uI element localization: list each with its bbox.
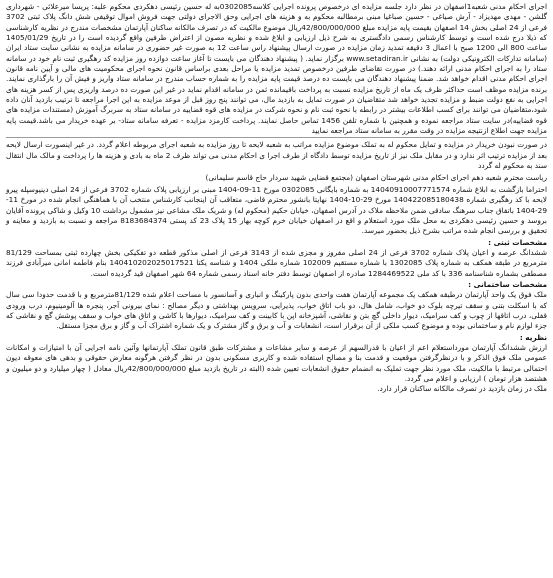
section-opinion-text: ارزش ششدانگ آپارتمان مورداستعلام اعم از اعیان با قدرالسهم از عرصه و سایر مشاعات و مشترکات طبق قانون تملک آپارتمانها وآئین نامه اجرایی آن با امتیازات و امکانات عمومی ملک فوق الذکر و با درنظرگرفتن موقعیت و قدمت بنا و مصالح استفاده شده و کاربری مسکونی بدون در نظر گرفتن هرگونه معارض حقوقی و بدهی های معوقه دیون احتمالی مرتبط با مالکیت، ملک مورد نظر جهت تملیک به انضمام حقوق انشعابات تعیین شده (البته در تاریخ بازدید مبلغ 42/800/000/000ریال معادل ( چهار میلیارد و دو میلیون و هشتصد هزار تومان ) ارزیابی و اعلام می گردد. bbox=[6, 343, 547, 384]
section-heading-opinion: نظریه : bbox=[519, 332, 547, 342]
notice-paragraph-1: در صورت نبودن خریدار در مزایده و تمایل محکوم له به تملک موضوع مزایده مراتب به شعبه لایحه تا روز مزایده به شعبه اجرای مربوطه اعلام گردد. در غیر اینصورت ارسال لایحه بعد از مزایده ترتیب اثر ندارد و در مقابل ملک نیز از تاریخ مزایده توسط دادگاه از طرف اجرا ی احکام مدنی می تواند ظرف 2 ماه به بادی و هزینه ها را پرداخت و مالک مال انتقال سند به محکوم له گردد bbox=[6, 140, 547, 171]
notice-intro: اجرای احکام مدنی شعبه1اصفهان در نظر دارد جلسه مزایده ای درخصوص پرونده اجرایی کلاسه0302085به له حسین رئیسی دهکردی محکوم علیه: پریسا میرعلائی - شهرداری گلشن - مهدی مهدیزاد - آرش صیاغی - حسین صباغیا مبنی برمطالبه محکوم به و هزینه های اجرایی وحق الاجرای دولتی جهت فروش اموال توقیفی شش دانگ پلاک ثبتی 3702 فرعی از 24 اصلی بخش 14 اصفهان بقیمت پایه مزایده مبلغ 42/800/000/000ریال موضوع مالکیت که در تصرف مالکانه ساکنان آپارتمان مشخصات مندرج در نظریه کارشناسی که ذیلا درج شده است و توسط کارشناس رسمی دادگستری به شرح ذیل ارزیابی و ابلاغ شده و نظریه مصون از اعتراض طرفین واقع گردیده است را در تاریخ 1405/01/29 ساعت 800 الی 1200 صبح با اعمال 3 دقیقه تمدید زمان مزایده در صورت ارسال پیشنهاد راس ساعت 12 به صورت غیر حضوری در سامانه مزایده به نشانی سایت ستاد ایران (سامانه تدارکات الکترونیکی دولت) به نشانی www.setadiran.ir برگزار نماید. ( پیشنهاد دهندگان می بایست تا آغاز ساعت دوازده روز مزایده کد رهگیری ثبت نام خود در سامانه ستاد را به اجرای احکام مدنی ارائه دهند.) در صورت تقاضای طرفین درخصوص تمدید مزایده یا مراحل بعدی براساس قانون نحوه اجرای محکومیت های مالی و آیین نامه قانون اجرای احکام مدنی اقدام خواهد شد. ضمنا پیشنهاد دهندگان می بایست ده درصد قیمت پایه مزایده را به شماره حساب مندرج در سامانه ستاد واریز و فیش آن را بارگذاری نمایند. برنده مزایده موظف است حداکثر ظرف یک ماه از تاریخ مزایده نسبت به پرداخت باقیمانده ثمن در سامانه اقدام نماید در غیر این صورت ده درصد واریزی پس از کسر هزینه های اجرایی به نفع دولت ضبط و مزایده تجدید خواهد شد متقاضیان در صورت تمایل به بازدید مال، می توانند پنج روز قبل از موعد مزایده به این اجرا مراجعه تا ترتیب بازدید آنان داده شود،متقاضیان می توانند برای کسب اطلاعات بیشتر در رابطه با نحوه ثبت نام و نحوه شرکت در مزایده های قوه قضاییه در سامانه ستاد به سربرگ آموزش (مستندات مزایده های قوه قضاییه)در سایت ستاد مراجعه نموده و همچنین با شماره تلفن 1456 تماس حاصل نمایند. پرداخت کارمزد مزایده - تعرفه سامانه ستاد- بر عهده خریدار می باشد.قیمت پایه مزایده جهت اطلاع ازنتیجه مزایده در وقت مقرر به سامانه ستاد مراجعه نمایید bbox=[6, 2, 548, 136]
section-heading-registration: مشخصات ثبتی : bbox=[488, 237, 547, 247]
auction-notice bbox=[6, 2, 547, 572]
notice-greeting: احتراما بازگشت به ابلاغ شماره 14040910007771574 به شماره بایگانی 0302085 مورخ 11-09-1404 مبنی بر ارزیابی پلاک شماره 3702 فرعی از 24 اصلی دینیوسپله پیرو لایحه با کد رهگیری شماره 140422085180438 مورخ 29-10-1404 نهایتا بانشور محترم قاضی، متعاقب آن اینجانب کارشناس منتخب آن با هماهنگی انجام شده در مورخ 11-29-1404 باتفاق جناب سرهنگ سادقی ضمن ملاحظه ملاک در آدرس اصفهان، خیابان حکیم (محکوم له) و شریک ملک مشاعی نیز مشمول برداشت 10 وکیل و شاکی پرونده آقایان بروسد و حسین رئیسی دهکردی به محل ملک مورد استعلام و اقع در اصفهان خیابان خرم کوچه بهار 15 پلاک 23 کد پستی 8183684374 مراجعه و نسبت به بازدید و معاینه و تحقیق و بررسی انجام شده مراتب بشرح ذیل بحضور میرسد. bbox=[6, 184, 548, 236]
divider bbox=[6, 137, 547, 138]
section-registration-text: ششدانگ عرصه و اعیان پلاک شماره 3702 فرعی از 24 اصلی مفروز و مجزی شده از 3143 فرعی از اصلی مذکور قطعه دو تفکیکی بخش چهارده ثبتی بمساحت 81/129 مترمربع در طبقه همکف به شماره پلاک 1302085 با شماره مستقیم 102009 شماره ملکی 1404 و شناسه یکتا 140410202025017521 بنام فاطمه امانی میرآبادی فرزند مصطفی بشماره شناسنامه 336 با کد ملی 1284469522 صادره از اصفهان توسط دفتر خانه اسناد رسمی شماره 64 شهر اصفهان قید گردیده است. bbox=[6, 247, 548, 278]
section-building-text: ملک فوق یک واحد آپارتمان درطبقه همکف یک مجموعه آپارتمان هفت واحدی بدون پارکینگ و انباری و آسانسور با مساحت اعلام شده 81/129مترمربع و با قدمت حدودا سی سال که با اسکلت بتنی و سقف تیرچه بلوک دو خواب، شامل هال، دو باب اتاق خواب، پذیرایی، سرویس بهداشتی و دیگر مصالح : نمای بیرونی آجر، پنجره ها آلومینیوم، درب ورودی قفلی، درب اتاقها از چوب و کف سرامیک، دیوار داخلی گچ بتن و نقاشی، آشپزخانه اپن با کابینت و کف سرامیک، دیوارها با کاشی و اتاق های خواب و سقف پوشش گچ و نقاشی که جزء لوازم نام و ساختمانی بوده و موضوع کسب ملکی از آن برقرار است، انشعابات و آب و برق و گاز مشترک و یک شماره اشتراک آب و گاز و برق مجزا مستقل. bbox=[6, 290, 547, 331]
closing-line: ملک در زمان بازدید در تصرف مالکانه ساکنان قرار دارد. bbox=[377, 384, 547, 394]
notice-signature: ریاست محترم شعبه دهم اجرای احکام مدنی شهرستان اصفهان (مجتمع قضایی شهید سردار حاج قاسم سلیمانی) bbox=[205, 172, 547, 182]
section-heading-building: مشخصات ساختمانی : bbox=[468, 279, 547, 289]
